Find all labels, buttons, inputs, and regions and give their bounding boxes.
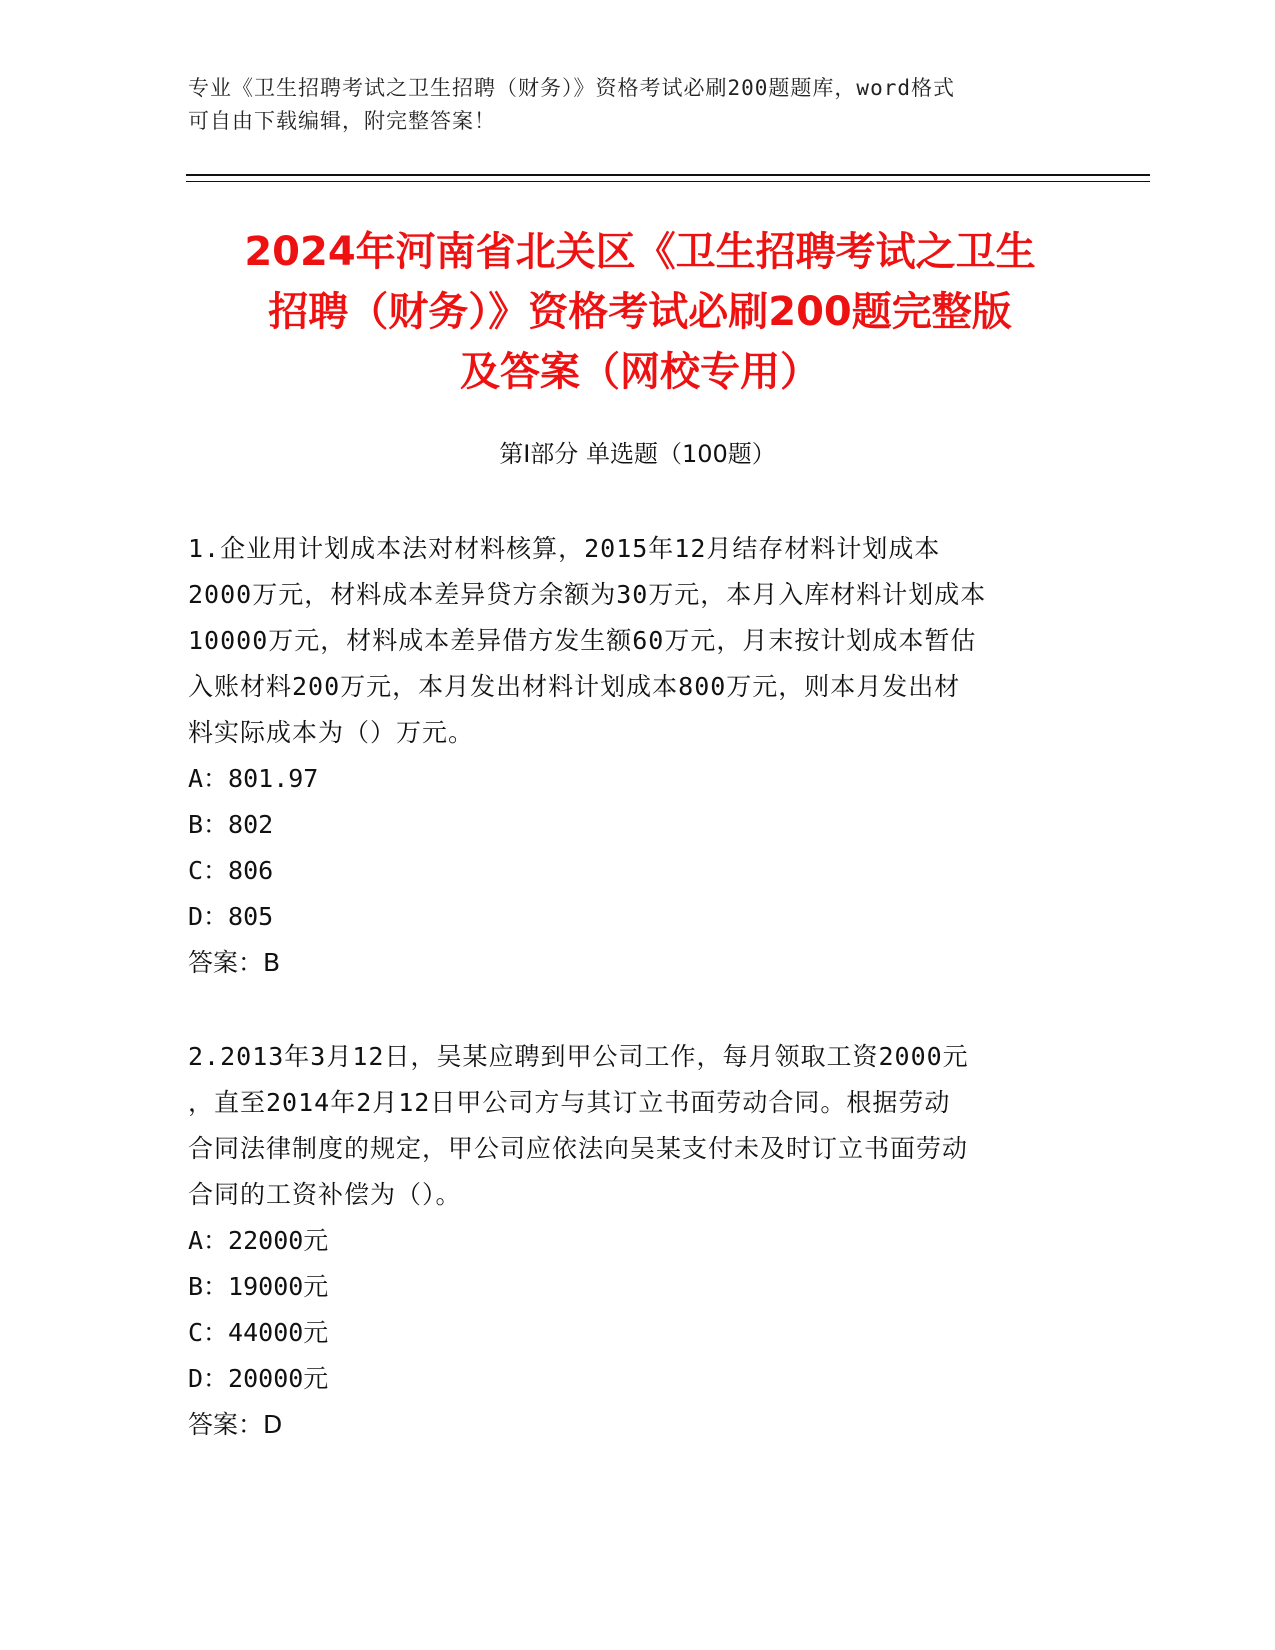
- title-line: 2024年河南省北关区《卫生招聘考试之卫生: [244, 229, 1036, 275]
- title-line: 招聘（财务）》资格考试必刷200题完整版: [268, 289, 1012, 335]
- header-divider: [186, 174, 1150, 176]
- question-text-line: 入账材料200万元，本月发出材料计划成本800万元，则本月发出材: [188, 672, 961, 701]
- document-title: [160, 222, 1120, 402]
- header-note-line: 可自由下载编辑，附完整答案！: [188, 109, 496, 133]
- option-a: A：22000元: [188, 1226, 329, 1255]
- option-d: D：805: [188, 902, 274, 931]
- question-text-line: 合同法律制度的规定，甲公司应依法向吴某支付未及时订立书面劳动: [188, 1134, 969, 1163]
- option-a: A：801.97: [188, 764, 319, 793]
- question-item: [188, 526, 1088, 986]
- answer-line: 答案：B: [188, 948, 281, 977]
- question-text-line: 10000万元，材料成本差异借方发生额60万元，月末按计划成本暂估: [188, 626, 977, 655]
- option-c: C：806: [188, 856, 274, 885]
- question-text-line: 料实际成本为（）万元。: [188, 718, 475, 747]
- title-line: 及答案（网校专用）: [460, 349, 820, 395]
- question-spacer: [188, 986, 1088, 1034]
- header-divider-thin: [186, 181, 1150, 182]
- question-text-line: 2.2013年3月12日，吴某应聘到甲公司工作，每月领取工资2000元: [188, 1042, 969, 1071]
- question-list: [188, 526, 1088, 1448]
- section-heading: 第Ⅰ部分 单选题（100题）: [499, 440, 776, 468]
- option-d: D：20000元: [188, 1364, 329, 1393]
- question-text-line: 1.企业用计划成本法对材料核算，2015年12月结存材料计划成本: [188, 534, 941, 563]
- answer-line: 答案：D: [188, 1410, 283, 1439]
- question-text-line: ，直至2014年2月12日甲公司方与其订立书面劳动合同。根据劳动: [188, 1088, 951, 1117]
- question-item: [188, 1034, 1088, 1448]
- header-note: [188, 72, 1068, 138]
- question-text-line: 2000万元，材料成本差异贷方余额为30万元，本月入库材料计划成本: [188, 580, 987, 609]
- option-b: B：19000元: [188, 1272, 329, 1301]
- header-note-line: 专业《卫生招聘考试之卫生招聘（财务）》资格考试必刷200题题库，word格式: [188, 76, 955, 100]
- option-b: B：802: [188, 810, 274, 839]
- question-text-line: 合同的工资补偿为（）。: [188, 1180, 462, 1209]
- option-c: C：44000元: [188, 1318, 329, 1347]
